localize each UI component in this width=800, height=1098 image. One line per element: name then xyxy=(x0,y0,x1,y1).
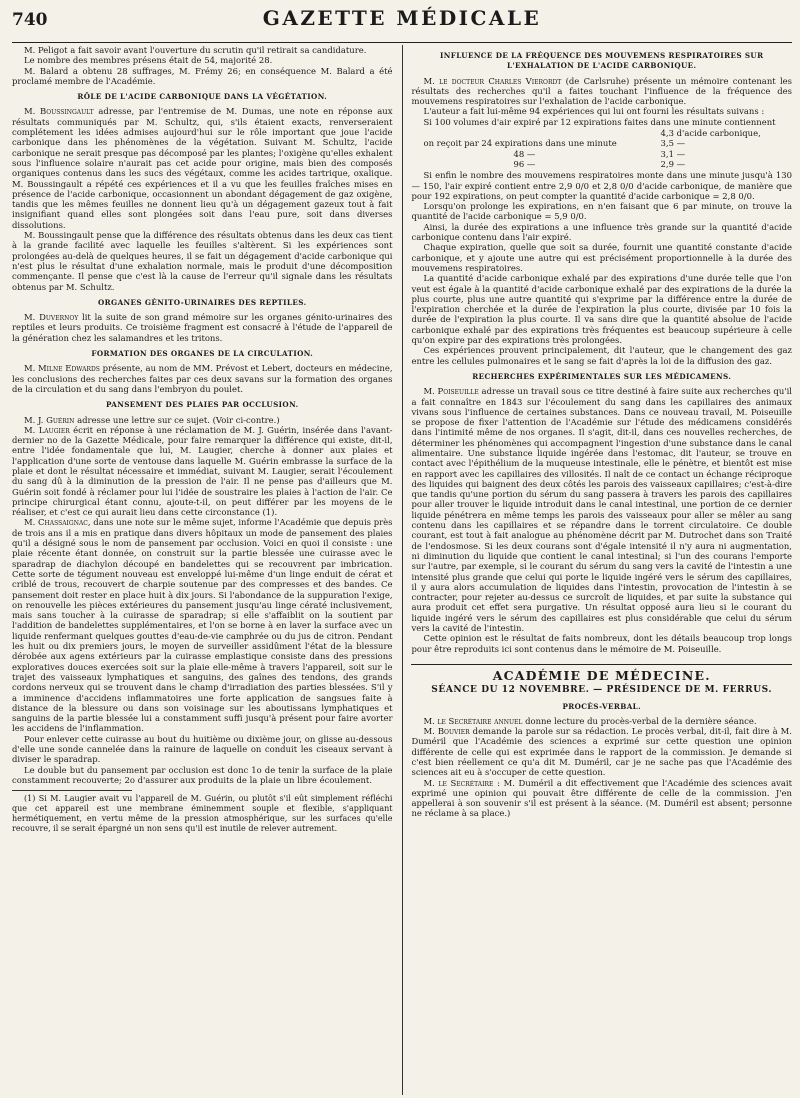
results-table xyxy=(423,128,783,169)
table-cell: 2,9 — xyxy=(660,158,686,169)
paragraph: Pour enlever cette cuirasse au bout du huitième ou dixième jour, on glisse au-dessous d'elle une sonde cannelée dans la rainure de laquelle on conduit les ciseaux servant à diviser le sparadrap. xyxy=(12,733,393,765)
page-header xyxy=(12,6,792,43)
author-name: M. Milne Edwards xyxy=(24,363,100,374)
academy-heading: ACADÉMIE DE MÉDECINE. xyxy=(411,664,792,681)
paragraph: Cette opinion est le résultat de faits nombreux, dont les détails beaucoup trop longs pour être reproduits ici sont contenus dans le mémoire de M. Poiseuille. xyxy=(411,633,792,654)
section-title: PANSEMENT DES PLAIES PAR OCCLUSION. xyxy=(105,400,299,410)
columns xyxy=(12,45,792,1095)
paragraph-text: adresse une lettre sur ce sujet. (Voir ci-contre.) xyxy=(74,414,280,425)
table-cell: 48 — xyxy=(513,148,536,159)
table-row xyxy=(423,159,783,169)
paragraph: Chaque expiration, quelle que soit sa durée, fournit une quantité constante d'acide carbonique, et y ajoute une autre qui est précisément proportionnelle à la durée des mouvemens respiratoires. xyxy=(411,242,792,273)
paragraph-text: (de Carlsruhe) présente un mémoire contenant les résultats des recherches qu'il a faites touchant l'influence de la fréquence des mouvemens respiratoires sur l'exhalation de l'acide carbonique. xyxy=(411,75,792,107)
author-name: M. le Secrétaire annuel xyxy=(423,715,523,726)
column-divider xyxy=(402,45,403,1095)
table-cell: 4,3 d'acide carbonique, xyxy=(660,128,761,139)
table-cell: 3,1 — xyxy=(660,148,686,159)
paragraph: Si 100 volumes d'air expiré par 12 expirations faites dans une minute contiennent xyxy=(423,116,776,127)
paragraph-text: , dans une note sur le même sujet, informe l'Académie que depuis près de trois ans il a mis en pratique dans divers hôpitaux un mode de pansement des plaies qu'il a désigné sous le nom de pansement par occlusion. Voici en quoi il consiste : une plaie récente étant donnée, on construit sur la partie blessée une cuirasse avec le sparadrap de diachylon découpé en bandelettes qui se recouvrent par imbrication. Cette sorte de tégument nouveau est enveloppé lui-même d'un linge enduit de cérat et criblé de trous, recouvert de charpie soutenue par des compresses et des bandes. Ce pansement doit rester en place huit à dix jours. Si l'abondance de la suppuration l'exige, on renouvelle les pièces extérieures du pansement jusqu'au linge cératé inclusivement, mais sans toucher à la cuirasse de sparadrap; si elle s'affaiblit on la soutient par l'addition de bandelettes supplémentaires, et l'on se borne à en laver la surface avec un liquide renfermant quelques gouttes d'eau-de-vie camphrée ou du jus de citron. Pendant les huit ou dix premiers jours, le moyen de surveiller assidûment l'état de la blessure dérobée aux agens extérieurs par la cuirasse emplastique consiste dans des pressions exploratives douces exercées soit sur la plaie elle-même à travers l'appareil, soit sur le trajet des vaisseaux lymphatiques et sanguins, des gaînes des tendons, des grands cordons nerveux qui se trouvent dans le champ d'irradiation des parties blessées. S'il y a imminence d'accidens inflammatoires une forte application de sangsues faite à distance de la blessure ou dans son voisinage sur les aboutissans lymphatiques et sanguins de la partie blessée lui a constamment suffi jusqu'à présent pour faire avorter les accidens de l'inflammation. xyxy=(12,517,393,734)
author-name: M. le docteur Charles Vierordt xyxy=(423,75,562,86)
section-title: ORGANES GÉNITO-URINAIRES DES REPTILES. xyxy=(98,297,307,307)
paragraph: M. Peligot a fait savoir avant l'ouverture du scrutin qu'il retirait sa candidature. xyxy=(24,45,367,55)
paragraph xyxy=(411,778,792,819)
paragraph: Si enfin le nombre des mouvemens respiratoires monte dans une minute jusqu'à 130 — 150, l'air expiré contient entre 2,9 0/0 et 2,8 0/0 d'acide carbonique, de manière que pour 192 expirations, on peut compter la quantité d'acide carbonique = 2,8 0/0. xyxy=(411,170,792,201)
paragraph xyxy=(411,726,792,777)
left-column xyxy=(12,45,399,1095)
session-heading: SÉANCE DU 12 NOVEMBRE. — PRÉSIDENCE DE M. FERRUS. xyxy=(431,685,773,696)
section-title: RÔLE DE L'ACIDE CARBONIQUE DANS LA VÉGÉTATION. xyxy=(77,92,328,102)
paragraph-text: lit la suite de son grand mémoire sur les organes génito-urinaires des reptiles et leurs produits. Ce troisième fragment est consacré à l'étude de l'appareil de la génération chez les salamandres et les tritons. xyxy=(12,312,393,343)
paragraph: Ces expériences prouvent principalement, dit l'auteur, que le changement des gaz entre les cellules pulmonaires et le sang se fait d'après la loi de la diffusion des gaz. xyxy=(411,345,792,366)
paragraph xyxy=(411,716,792,726)
section-title: FORMATION DES ORGANES DE LA CIRCULATION. xyxy=(91,349,314,359)
table-row xyxy=(423,149,783,159)
table-cell xyxy=(423,128,660,138)
author-name: M. Boussingault xyxy=(24,106,94,117)
author-name: M. Bouvier xyxy=(423,726,470,737)
paragraph xyxy=(12,415,393,425)
paragraph xyxy=(12,517,393,733)
table-cell: 3,5 — xyxy=(660,138,686,149)
paragraph xyxy=(12,312,393,343)
paragraph xyxy=(12,363,393,394)
paragraph xyxy=(411,386,792,633)
paragraph-text: : M. Duméril a dit effectivement que l'Académie des sciences avait exprimé une opinion qui pouvait être différente de celle de la commission. J'en appellerai à son souvenir s'il est présent à la séance. (M. Duméril est absent; personne ne réclame à sa place.) xyxy=(411,777,792,819)
paragraph: Ainsi, la durée des expirations a une influence très grande sur la quantité d'acide carbonique contenu dans l'air expiré. xyxy=(411,221,792,243)
table-cell: on reçoit par 24 expirations dans une minute xyxy=(423,138,617,149)
author-name: M. J. Guérin xyxy=(24,414,75,425)
paragraph: M. Balard a obtenu 28 suffrages, M. Frémy 26; en conséquence M. Balard a été proclamé membre de l'Académie. xyxy=(12,65,393,86)
paragraph-text: écrit en réponse à une réclamation de M. J. Guérin, insérée dans l'avant-dernier no de la Gazette Médicale, pour faire remarquer la différence qui existe, dit-il, entre l'idée fondamentale que lui, M. Laugier, cherche à donner aux plaies et l'application d'une sorte de ventouse dans laquelle M. Guérin embrasse la surface de la plaie et dont le résultat nécessaire et immédiat, suivant M. Laugier, serait l'écoulement du sang dû à la diminution de la pression de l'air. Il ne pense pas d'ailleurs que M. Guérin soit fondé à réclamer pour lui l'idée de soustraire les plaies à l'action de l'air. Ce principe chirurgical étant connu, ajoute-t-il, on peut différer par les moyens de le réaliser, et c'est ce qui aurait lieu dans cette circonstance (1). xyxy=(12,424,393,518)
paragraph xyxy=(411,76,792,107)
paragraph: Lorsqu'on prolonge les expirations, en n'en faisant que 6 par minute, on trouve la quantité de l'acide carbonique = 5,9 0/0. xyxy=(411,201,792,222)
footnote: (1) Si M. Laugier avait vu l'appareil de M. Guérin, ou plutôt s'il eût simplement réfléchi que cet appareil est une membrane éminemment souple et flexible, s'appliquant hermétiquement, en vertu même de la pression atmosphérique, sur les surfaces qu'elle recouvre, il se serait épargné un non sens qu'il est inutile de relever autrement. xyxy=(12,794,393,834)
right-column xyxy=(405,45,792,1095)
paragraph-text: adresse, par l'entremise de M. Dumas, une note en réponse aux résultats communiqués par M. Schultz, qui, s'ils étaient exacts, renverseraient complétement les idées admises aujourd'hui sur le rôle important que joue l'acide carbonique dans les phénomènes de la végétation. Suivant M. Schultz, l'acide carbonique ne serait presque pas décomposé par les plantes; l'oxigène qu'elles exhalent sous l'influence solaire n'aurait pas cet acide pour origine, mais bien des composés organiques contenus dans les sucs des végétaux, comme les acides tartrique, oxalique. M. Boussingault a répété ces expériences et il a vu que les feuilles fraîches mises en présence de l'acide carbonique, occasionnent un abondant dégagement de gaz oxigène, tandis que les mêmes feuilles ne donnent lieu qu'à un dégagement gazeux tout à fait insignifiant quand elles sont plongées soit dans l'eau pure, soit dans diverses dissolutions. xyxy=(12,106,393,230)
paragraph: M. Boussingault pense que la différence des résultats obtenus dans les deux cas tient à la grande facilité avec laquelle les feuilles s'altèrent. Si les expériences sont prolongées au-delà de quelques heures, il se fait un dégagement d'acide carbonique qui n'est plus le résultat d'une exhalation normale, mais le produit d'une décomposition commençante. Il pense que c'est là la cause de l'erreur qu'il signale dans les résultats obtenus par M. Schultz. xyxy=(12,230,393,292)
author-name: M. Laugier xyxy=(24,424,70,435)
paragraph-text: adresse un travail sous ce titre destiné à faire suite aux recherches qu'il a fait connaître en 1843 sur l'écoulement du sang dans les capillaires des animaux vivans sous l'influence de certaines substances. Dans ce nouveau travail, M. Poiseuille se propose de fixer l'attention de l'Académie sur l'étude des médicamens considérés dans l'intimité même de nos organes. Il s'agit, dit-il, dans ces nouvelles recherches, de déterminer les phénomènes qui accompagnent l'ingestion d'une substance dans le canal alimentaire. Une substance liquide ingérée dans l'estomac, dit l'auteur, se trouve en contact avec l'épithélium de la muqueuse intestinale, elle le pénètre, et bientôt est mise en rapport avec les capillaires des villosités. Il naît de ce contact un échange réciproque des liquides qui baignent des deux côtés les parois des vaisseaux capillaires; c'est-à-dire que tandis qu'une portion du sérum du sang passera à travers les parois des capillaires pour aller trouver le liquide introduit dans le canal intestinal, une portion de ce dernier liquide pénétrera en même temps les parois des vaisseaux pour aller se mêler au sang contenu dans les capillaires et se répandre dans le torrent circulatoire. Ce double courant, est tout à fait analogue au phénomène décrit par M. Dutrochet dans son Traité de l'endosmose. Si les deux courans sont d'égale intensité il n'y aura ni augmentation, ni diminution du liquide que contient le canal intestinal; si l'un des courans l'emporte sur l'autre, par exemple, si le courant du sérum du sang vers la cavité de l'intestin a une intensité plus grande que celui qui porte le liquide ingéré vers le sérum des capillaires, il y aura alors accumulation de liquides dans l'intestin, provocation de l'intestin à se contracter, pour rejeter au-dessus ce surcroît de liquides, et par suite la substance qui aura produit cet effet sera purgative. Un résultat opposé aura lieu si le courant du liquide ingéré vers le sérum des capillaires est plus considérable que celui du sérum vers la cavité de l'intestin. xyxy=(411,386,792,634)
paragraph: L'auteur a fait lui-même 94 expériences qui lui ont fourni les résultats suivans : xyxy=(423,106,765,117)
paragraph: La quantité d'acide carbonique exhalé par des expirations d'une durée telle que l'on veut est égale à la quantité d'acide carbonique exhalé par des expirations de la durée la plus courte, plus une autre quantité qui s'exprime par la différence entre la durée de l'expiration cherchée et la durée de l'expiration la plus courte, divisée par 10 fois la durée de l'expiration la plus courte. Il va sans dire que la quantité absolue de l'acide carbonique exhalé par des expirations très fréquentes est beaucoup supérieure à celle qu'on expire par des expirations très prolongées. xyxy=(411,273,792,346)
paragraph-text: présente, au nom de MM. Prévost et Lebert, docteurs en médecine, les conclusions des recherches faites par ces deux savans sur la formation des organes de la circulation et du sang dans l'embryon du poulet. xyxy=(12,363,393,394)
table-cell: 96 — xyxy=(513,158,536,169)
page-number: 740 xyxy=(12,10,48,30)
author-name: M. Poiseuille xyxy=(423,386,479,397)
paragraph: Le nombre des membres présens était de 54, majorité 28. xyxy=(24,55,273,66)
table-row xyxy=(423,138,783,148)
section-title: INFLUENCE DE LA FRÉQUENCE DES MOUVEMENS RESPIRATOIRES SUR L'EXHALATION DE L'ACIDE CARBONIQUE. xyxy=(440,51,764,71)
paragraph xyxy=(12,106,393,230)
paragraph xyxy=(12,425,393,518)
section-title: PROCÈS-VERBAL. xyxy=(562,701,642,711)
masthead-title: GAZETTE MÉDICALE xyxy=(262,6,542,30)
table-row xyxy=(423,128,783,138)
author-name: M. Duvernoy xyxy=(24,312,79,323)
section-title: RECHERCHES EXPÉRIMENTALES SUR LES MÉDICAMENS. xyxy=(472,371,732,381)
footnote-divider xyxy=(12,790,132,791)
paragraph-text: demande la parole sur sa rédaction. Le procès verbal, dit-il, fait dire à M. Duméril que l'Académie des sciences a exprimé sur cette question une opinion différente de celle qui est exprimée dans le rapport de la commission. Je demande si c'est bien réellement ce qu'a dit M. Duméril, car je ne sache pas que l'Académie des sciences ait eu à s'occuper de cette question. xyxy=(411,726,792,778)
paragraph-text: donne lecture du procès-verbal de la dernière séance. xyxy=(522,715,757,726)
paragraph: Le double but du pansement par occlusion est donc 1o de tenir la surface de la plaie constamment recouverte; 2o d'assurer aux produits de la plaie un libre écoulement. xyxy=(12,764,393,785)
author-name: M. Chassaignac xyxy=(24,517,88,528)
author-name: M. le Secrétaire xyxy=(423,777,494,788)
